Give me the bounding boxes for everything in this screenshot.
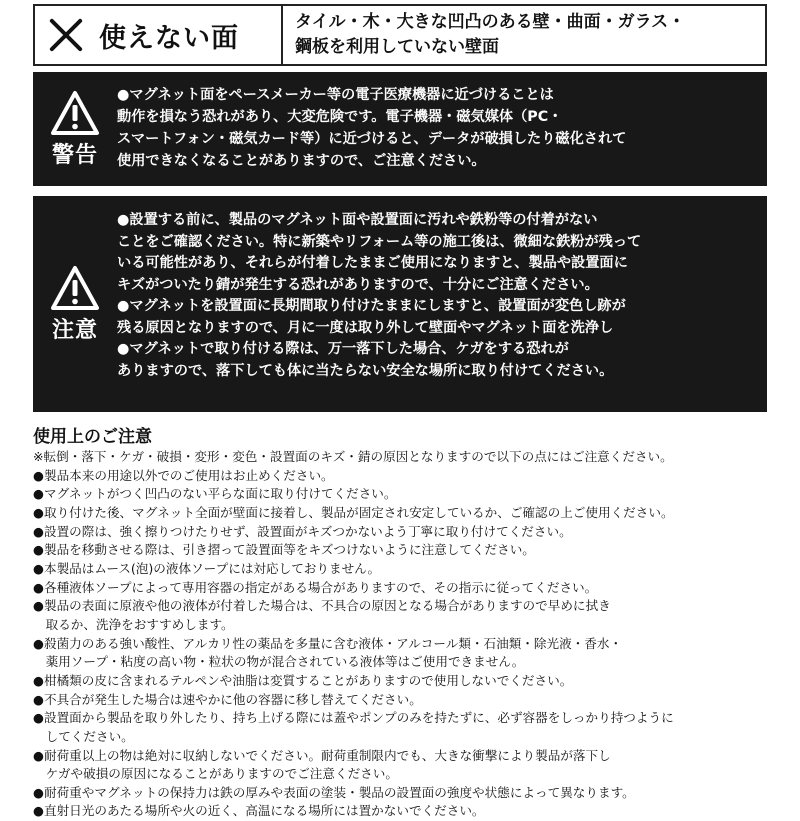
usage-note-line: 薬用ソープ・粘度の高い物・粒状の物が混合されている液体等はご使用できません。 [33, 654, 525, 670]
usage-note-line: ●殺菌力のある強い酸性、アルカリ性の薬品を多量に含む液体・アルコール類・石油類・除光液・香水・ [33, 635, 623, 651]
usage-note-line: ●本製品はムース(泡)の液体ソープには対応しておりません。 [33, 560, 381, 576]
usage-note-line: 取るか、洗浄をおすすめします。 [33, 616, 234, 632]
caution-panel [33, 196, 767, 412]
usage-note-line: ●耐荷重やマグネットの保持力は鉄の厚みや表面の塗装・製品の設置面の強度や状態によって異なります。 [33, 784, 635, 800]
unusable-title-box [35, 6, 283, 64]
caution-label: 注意 [51, 317, 98, 343]
usage-note-line: ケガや破損の原因になることがありますのでご注意ください。 [33, 766, 398, 782]
warning-side [33, 72, 117, 186]
usage-note-line: ●不具合が発生した場合は速やかに他の容器に移し替えてください。 [33, 691, 422, 707]
usage-note-line: ●製品を移動させる際は、引き摺って設置面等をキズつけないように注意してください。 [33, 542, 535, 558]
usage-notes-list [33, 448, 773, 821]
warning-text [117, 72, 767, 186]
usage-note-line: ●マグネットがつく凹凸のない平らな面に取り付けてください。 [33, 486, 397, 502]
unusable-description-box [283, 6, 765, 64]
caution-line: 残る原因となりますので、月に一度は取り外して壁面やマグネット面を洗浄し [117, 319, 614, 336]
unusable-surfaces-banner [33, 4, 767, 66]
warning-label: 警告 [51, 142, 98, 168]
warning-triangle-icon [50, 90, 100, 136]
caution-line: ことをご確認ください。特に新築やリフォーム等の施工後は、微細な鉄粉が残って [117, 233, 642, 250]
caution-line: キズがついたり錆が発生する恐れがありますので、十分にご注意ください。 [117, 276, 599, 293]
usage-note-line: ●設置の際は、強く擦りつけたりせず、設置面がキズつかないよう丁寧に取り付けてください。 [33, 523, 572, 539]
usage-note-line: ●柑橘類の皮に含まれるテルペンや油脂は変質することがありますので使用しないでください。 [33, 672, 573, 688]
usage-note-line: してください。 [33, 728, 134, 744]
usage-note-line: ●取り付けた後、マグネット全面が壁面に接着し、製品が固定され安定しているか、ご確認の上ご使用ください。 [33, 504, 674, 520]
warning-line: スマートフォン・磁気カード等）に近づけると、データが破損したり磁化されて [117, 131, 627, 147]
cross-icon [47, 16, 85, 54]
caution-side [33, 196, 117, 412]
caution-line: ●設置する前に、製品のマグネット面や設置面に汚れや鉄粉等の付着がない [117, 212, 598, 228]
usage-note-line: ※転倒・落下・ケガ・破損・変形・変色・設置面のキズ・錆の原因となりますので以下の点にはご注意ください。 [33, 449, 673, 464]
usage-note-line: ●設置面から製品を取り外したり、持ち上げる際には蓋やポンプのみを持たずに、必ず容器をしっかり持つように [33, 710, 674, 726]
usage-note-line: ●直射日光のあたる場所や火の近く、高温になる場所には置かないでください。 [33, 803, 485, 819]
usage-notes-title: 使用上のご注意 [33, 427, 152, 447]
caution-line: ●マグネットで取り付ける際は、万一落下した場合、ケガをする恐れが [117, 341, 569, 357]
warning-line: 使用できなくなることがありますので、ご注意ください。 [117, 153, 486, 169]
usage-note-line: ●製品の表面に原液や他の液体が付着した場合は、不具合の原因となる場合がありますので早めに拭き [33, 598, 611, 614]
usage-note-line: ●耐荷重以上の物は絶対に収納しないでください。耐荷重制限内でも、大きな衝撃により製品が落下し [33, 747, 611, 763]
unusable-title: 使えない面 [99, 22, 239, 54]
usage-note-line: ●製品本来の用途以外でのご使用はお止めください。 [33, 467, 334, 483]
usage-note-line: ●各種液体ソープによって専用容器の指定がある場合がありますので、その指示に従ってください。 [33, 579, 598, 595]
caution-line: ●マグネットを設置面に長期間取り付けたままにしますと、設置面が変色し跡が [117, 298, 626, 314]
caution-triangle-icon [50, 265, 100, 311]
caution-line: ありますので、落下しても体に当たらない安全な場所に取り付けてください。 [117, 362, 614, 379]
warning-panel [33, 72, 767, 186]
caution-text [117, 196, 767, 412]
unusable-description: タイル・木・大きな凹凸のある壁・曲面・ガラス・ 鋼板を利用していない壁面 [295, 12, 686, 57]
warning-line: ●マグネット面をペースメーカー等の電子医療機器に近づけることは [117, 87, 554, 103]
caution-line: いる可能性があり、それらが付着したままご使用になりますと、製品や設置面に [117, 255, 628, 271]
warning-line: 動作を損なう恐れがあり、大変危険です。電子機器・磁気媒体（PC・ [117, 109, 563, 125]
